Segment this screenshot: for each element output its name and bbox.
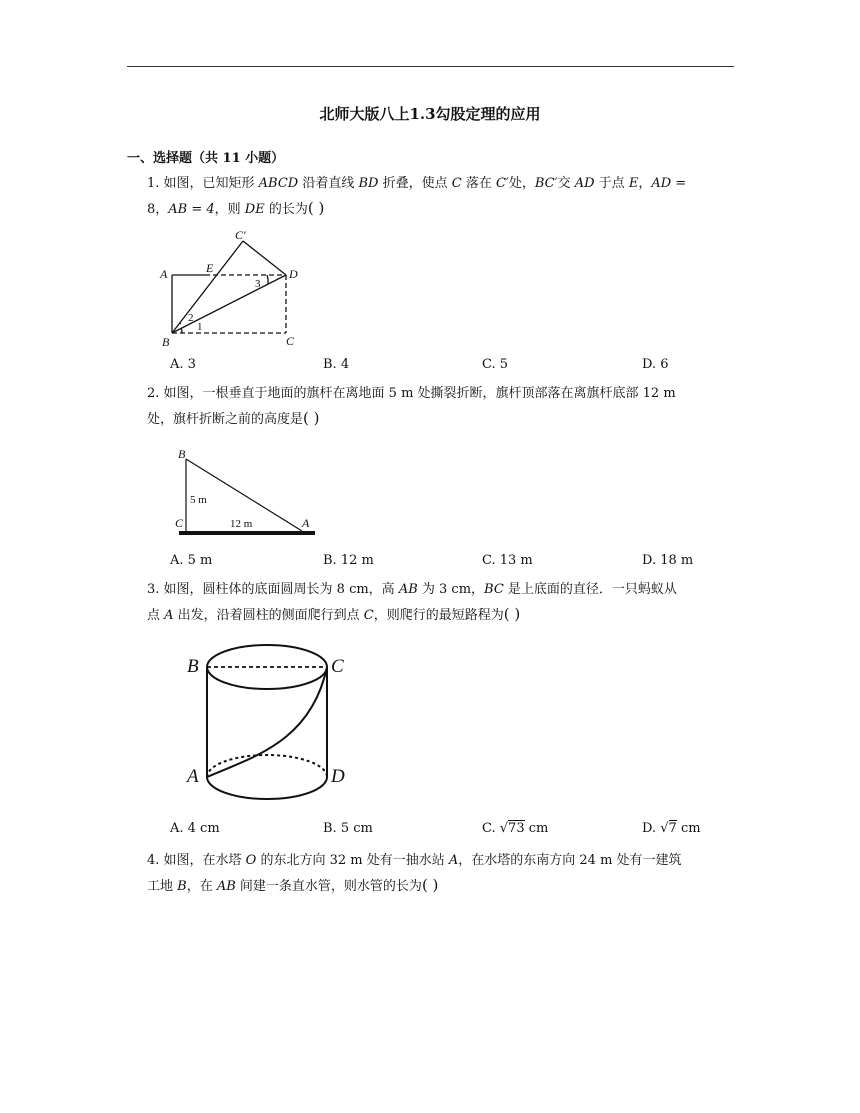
- answer-blank: ( ): [421, 876, 439, 894]
- label-c: C: [286, 334, 295, 348]
- q3-option-c[interactable]: C. √73 cm: [482, 821, 549, 836]
- answer-blank: ( ): [503, 605, 521, 623]
- bottom-front-arc: [207, 777, 327, 799]
- label-a: A: [302, 516, 310, 530]
- label-b: B: [162, 335, 170, 349]
- q2-option-c[interactable]: C. 13 m: [482, 553, 533, 568]
- label-b: B: [187, 656, 199, 677]
- question-2: 2. 如图，一根垂直于地面的旗杆在离地面 5 m 处撕裂折断，旗杆顶部落在离旗杆底部 12 m 处，旗杆折断之前的高度是( ): [147, 386, 676, 427]
- q2-option-d[interactable]: D. 18 m: [642, 553, 694, 568]
- label-angle-1: 1: [197, 321, 203, 333]
- label-distance: 12 m: [230, 518, 253, 530]
- question-1: 1. 如图，已知矩形 ABCD 沿着直线 BD 折叠，使点 C 落在 C′处，BC′交 AD 于点 E，AD = 8，AB = 4，则 DE 的长为( ): [147, 176, 687, 217]
- question-4: 4. 如图，在水塔 O 的东北方向 32 m 处有一抽水站 A，在水塔的东南方向 24 m 处有一建筑 工地 B，在 AB 间建一条直水管，则水管的长为( ): [147, 853, 682, 894]
- q1-option-c[interactable]: C. 5: [482, 357, 509, 372]
- question-3: 3. 如图，圆柱体的底面圆周长为 8 cm，高 AB 为 3 cm，BC 是上底面的直径．一只蚂蚁从 点 A 出发，沿着圆柱的侧面爬行到点 C，则爬行的最短路程为( ): [147, 582, 677, 623]
- line-c-prime-d: [243, 241, 286, 275]
- section-heading: 一、选择题（共 11 小题）: [127, 151, 285, 166]
- q3-option-a[interactable]: A. 4 cm: [170, 821, 220, 836]
- bottom-back-arc: [207, 755, 327, 777]
- page-title: 北师大版八上1.3勾股定理的应用: [319, 105, 541, 123]
- label-angle-2: 2: [188, 312, 194, 324]
- label-b: B: [178, 447, 186, 461]
- sqrt-symbol: √: [499, 821, 509, 836]
- figure-flagpole: [172, 447, 322, 539]
- label-c-prime: C′: [235, 228, 246, 242]
- q1-option-d[interactable]: D. 6: [642, 357, 669, 372]
- header-rule: [127, 66, 734, 67]
- q2-option-a[interactable]: A. 5 m: [170, 553, 213, 568]
- answer-blank: ( ): [307, 199, 325, 217]
- label-height: 5 m: [190, 494, 207, 506]
- q1-option-b[interactable]: B. 4: [323, 357, 350, 372]
- label-e: E: [206, 261, 214, 275]
- label-c: C: [331, 656, 344, 677]
- line-bc-prime: [172, 241, 243, 333]
- sqrt-symbol: √: [660, 821, 669, 836]
- diagonal-bd: [172, 275, 286, 333]
- label-a: A: [160, 267, 168, 281]
- label-angle-3: 3: [255, 278, 261, 290]
- answer-blank: ( ): [303, 409, 320, 427]
- label-d: D: [331, 766, 345, 787]
- q2-option-b[interactable]: B. 12 m: [323, 553, 374, 568]
- angle-3-arc: [267, 275, 268, 284]
- figure-cylinder: [183, 632, 353, 817]
- label-a: A: [187, 766, 199, 787]
- label-d: D: [289, 267, 298, 281]
- q3-option-b[interactable]: B. 5 cm: [323, 821, 373, 836]
- q1-option-a[interactable]: A. 3: [170, 357, 196, 372]
- figure-rectangle-fold: [155, 228, 315, 350]
- label-c: C: [175, 516, 184, 530]
- angle-1-arc: [181, 328, 182, 333]
- q3-option-d[interactable]: D. √7 cm: [642, 821, 701, 836]
